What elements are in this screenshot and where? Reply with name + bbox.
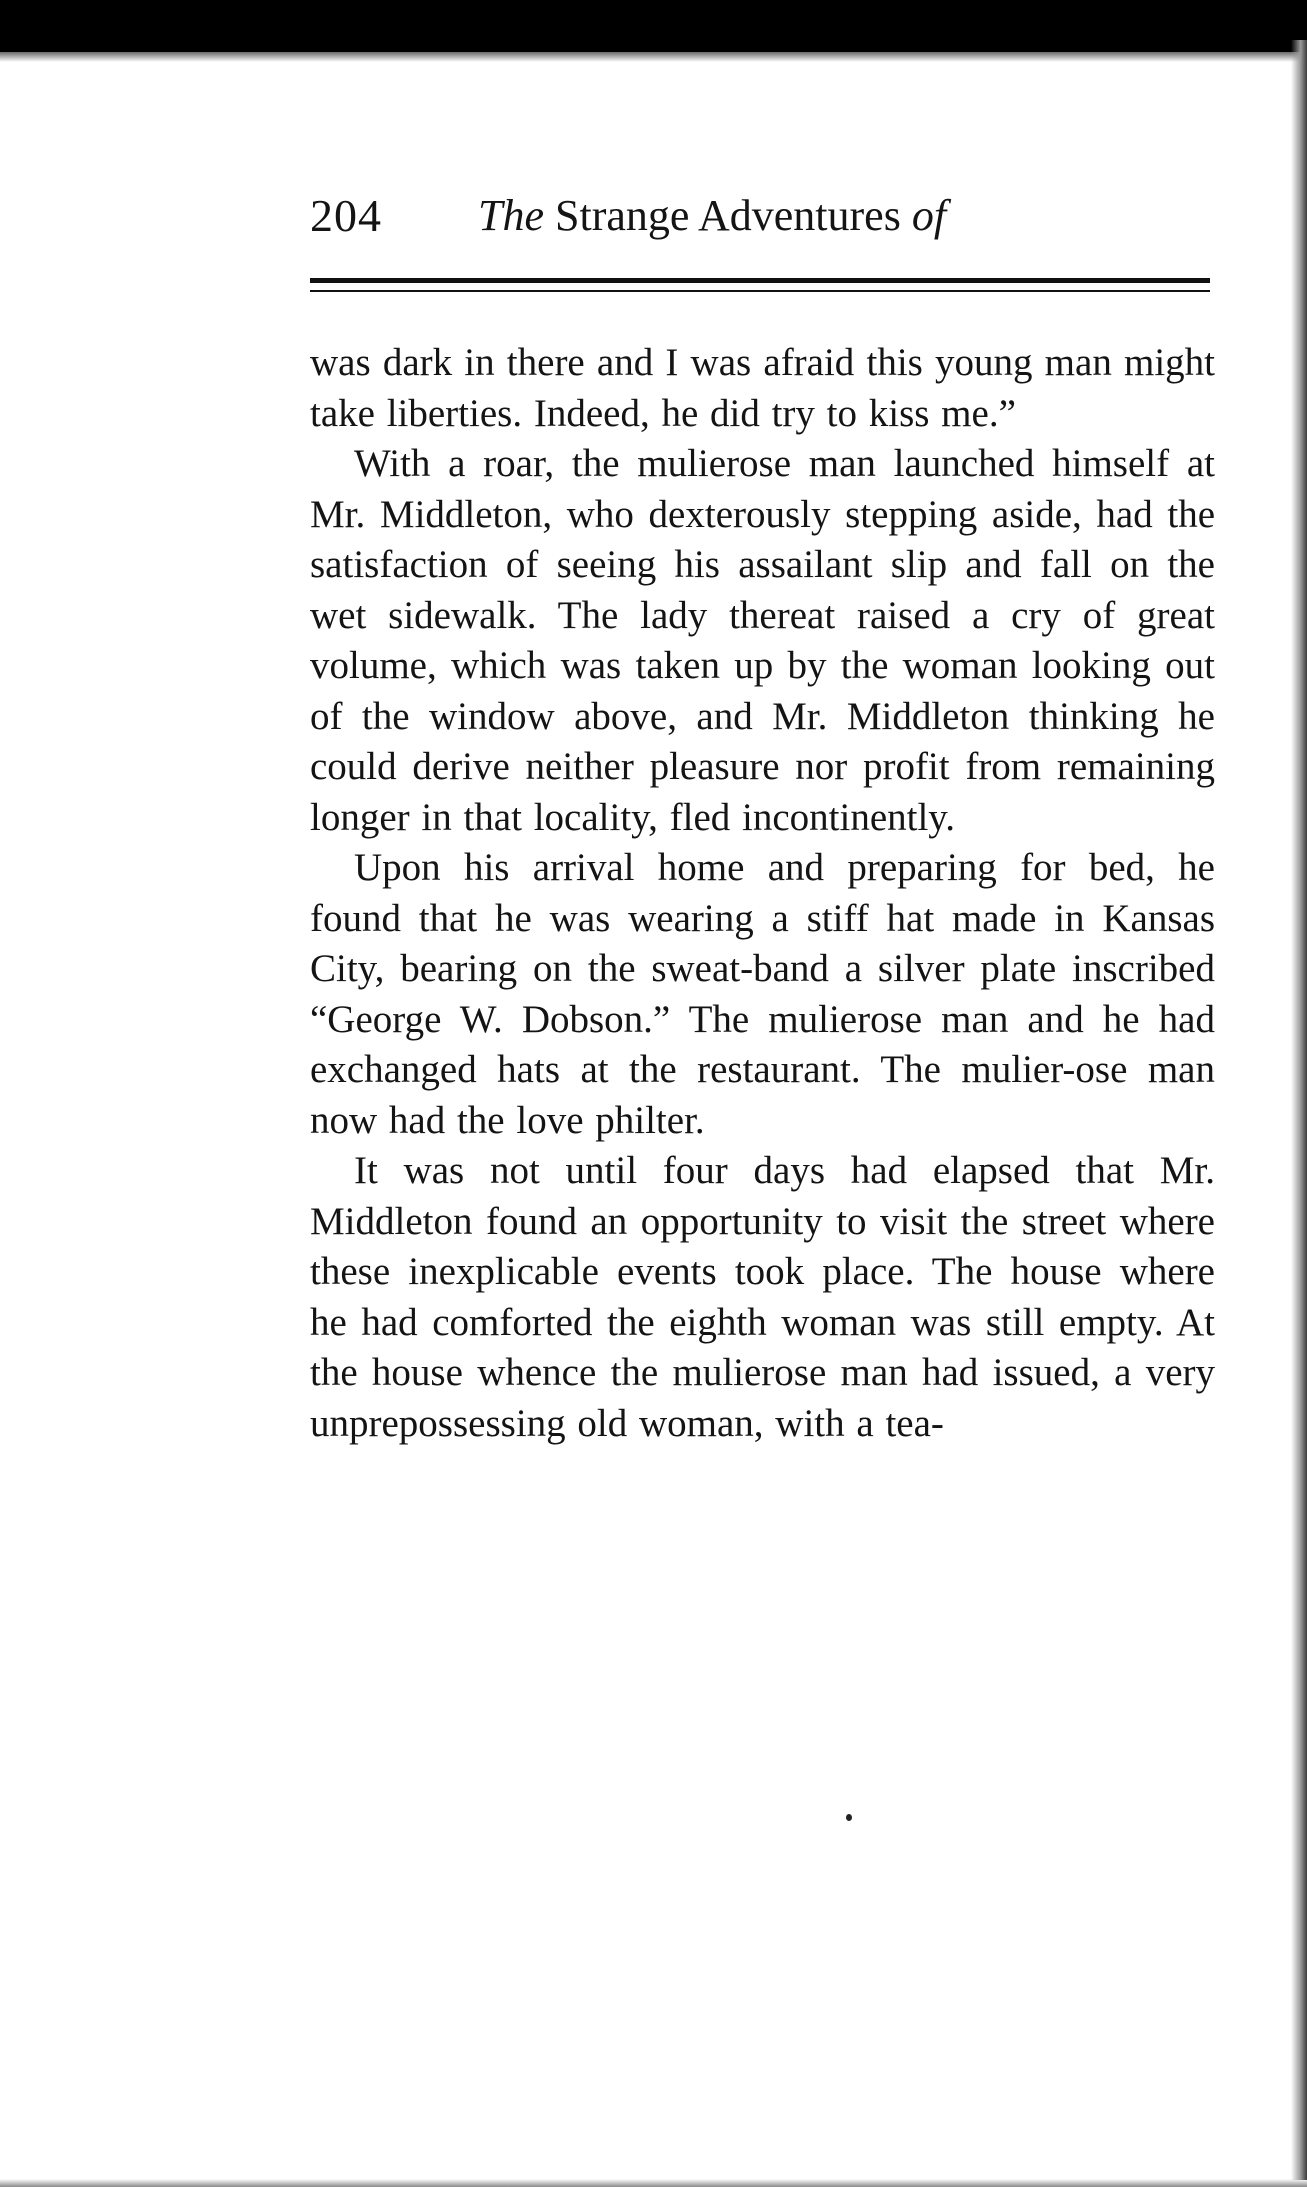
- header-rule-thin: [310, 290, 1210, 292]
- page-number: 204: [310, 190, 382, 241]
- running-head: [478, 186, 946, 246]
- paragraph: Upon his arrival home and preparing for bed, he found that he was wearing a stiff hat made in Kansas City, bearing on the sweat-band a silver plate inscribed “George W. Dobson.” The mulierose man and he had exchanged hats at the restaurant. The mulier-ose man now had the love philter.: [310, 846, 1215, 1142]
- paragraph: It was not until four days had elapsed that Mr. Middleton found an opportunity to visit the street where these inexplicable events took place. The house where he had comforted the eighth woman was still empty. At the house whence the mulierose man had issued, a very unprepossessing old woman, with a tea-: [310, 1149, 1215, 1445]
- paragraph: With a roar, the mulierose man launched himself at Mr. Middleton, who dexterously stepping aside, had the satisfaction of seeing his assailant slip and fall on the wet sidewalk. The lady thereat raised a cry of great volume, which was taken up by the woman looking out of the window above, and Mr. Middleton thinking he could derive neither pleasure nor profit from remaining longer in that locality, fled incontinently.: [310, 442, 1215, 839]
- running-head-of: of: [911, 191, 947, 240]
- page-bottom-edge: [0, 2179, 1307, 2187]
- ink-speck: [846, 1814, 852, 1821]
- page-top-shadow: [0, 0, 1307, 52]
- page-right-edge: [1291, 40, 1307, 2180]
- page-header: [310, 186, 1210, 256]
- running-head-the: The: [478, 191, 544, 240]
- body-text: [310, 338, 1215, 1449]
- running-head-title: Strange Adventures: [555, 191, 901, 240]
- paragraph-continued: was dark in there and I was afraid this young man might take liberties. Indeed, he did try to kiss me.”: [310, 341, 1215, 435]
- header-rule-thick: [310, 278, 1210, 283]
- page-top-edge: [0, 52, 1307, 62]
